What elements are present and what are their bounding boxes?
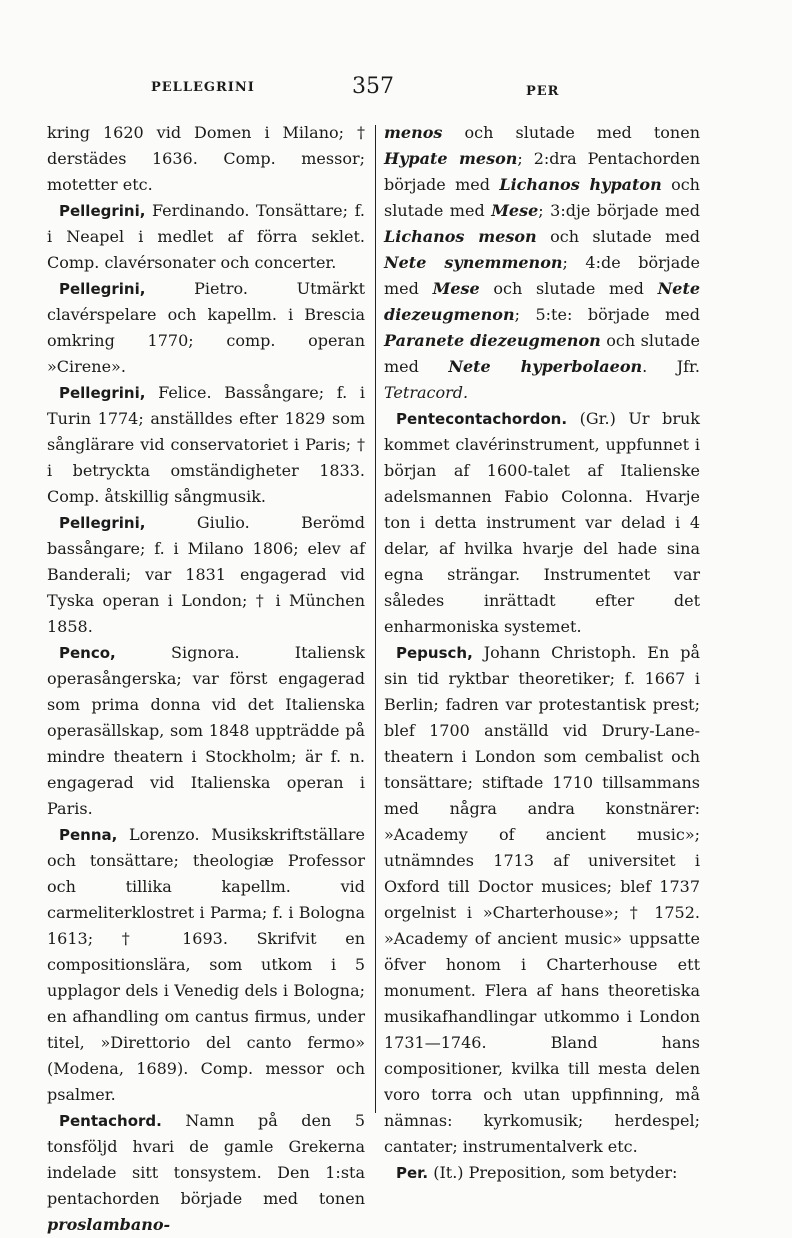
entry-headword: Pentachord. <box>59 1112 162 1130</box>
entry-pellegrini-ferdinando <box>47 198 365 276</box>
right-column <box>384 120 700 1186</box>
entry-text: Pietro. Utmärkt clavérspelare och kapellm. i Brescia omkring 1770; comp. operan »Cirene». <box>47 279 365 376</box>
entry-text: ; 2:dra Pentachorden började med <box>384 149 701 194</box>
entry-text: ; 4:de började med <box>384 253 700 298</box>
entry-term: Mese <box>491 201 539 220</box>
entry-text: och slutade med <box>384 331 700 376</box>
entry-text: kring 1620 vid Domen i Milano; † derstädes 1636. Comp. messor; motetter etc. <box>47 123 365 194</box>
entry-headword: Pellegrini, <box>59 384 146 402</box>
entry-text: Signora. Italiensk operasångerska; var först engagerad som prima donna vid det Italienska operasällskap, som 1848 uppträdde på mindre theatern i Stockholm; är f. n. engagerad vid Italienska operan i Paris. <box>47 643 365 818</box>
entry-headword: Pellegrini, <box>59 514 146 532</box>
entry-text: och slutade med <box>384 175 700 220</box>
entry-term: Paranete diezeugmenon <box>384 331 601 350</box>
entry-headword: Per. <box>396 1164 429 1182</box>
entry-term: Lichanos hypaton <box>499 175 662 194</box>
entry-text: . Jfr. <box>642 357 700 376</box>
entry-pentachord <box>47 1108 365 1238</box>
entry-penna <box>47 822 365 1108</box>
entry-text: ; 5:te: började med <box>514 305 700 324</box>
entry-text: och slutade med <box>536 227 701 246</box>
running-head-right: PER <box>526 84 560 99</box>
entry-text: Felice. Bassångare; f. i Turin 1774; anställdes efter 1829 som sånglärare vid conservatoriet i Paris; † i betryckta omständigheter 1833. Comp. åtskillig sångmusik. <box>47 383 365 506</box>
entry-pellegrini-giulio <box>47 510 365 640</box>
running-head-left: PELLEGRINI <box>151 80 255 95</box>
page-number: 357 <box>352 74 394 99</box>
entry-pepusch <box>384 640 700 1160</box>
entry-headword: Pellegrini, <box>59 280 146 298</box>
entry-text: ; 3:dje började med <box>538 201 700 220</box>
entry-text: Ferdinando. Tonsättare; f. i Neapel i medlet af förra seklet. Comp. clavérsonater och concerter. <box>47 201 365 272</box>
entry-continuation <box>47 120 365 198</box>
entry-term: Nete synemmenon <box>384 253 563 272</box>
entry-term: Nete hyperbolaeon <box>448 357 643 376</box>
entry-headword: Penna, <box>59 826 118 844</box>
page-header <box>0 74 792 104</box>
entry-text: Johann Christoph. En på sin tid ryktbar theoretiker; f. 1667 i Berlin; fadren var protestantisk prest; blef 1700 anställd vid Drury-Lane-theatern i London som cembalist och tonsättare; stiftade 1710 tillsammans med några andra konstnärer: »Academy of ancient music»; utnämndes 1713 af universitet i Oxford till Doctor musices; blef 1737 orgelnist i »Charterhouse»; † 1752. »Academy of ancient music» uppsatte öfver honom i Charterhouse ett monument. Flera af hans theoretiska musikafhandlingar utkommo i London 1731—1746. Bland hans compositioner, kvilka till mesta delen voro torra och utan uppfinning, må nämnas: kyrkomusik; herdespel; cantater; instrumentalverk etc. <box>384 643 700 1156</box>
entry-text: Giulio. Berömd bassångare; f. i Milano 1806; elev af Banderali; var 1831 engagerad vid Tyska operan i London; † i München 1858. <box>47 513 365 636</box>
entry-headword: Penco, <box>59 644 116 662</box>
entry-text: (It.) Preposition, som betyder: <box>428 1163 678 1182</box>
text-columns <box>0 120 792 1234</box>
entry-text: Namn på den 5 tonsföljd hvari de gamle Grekerna indelade sitt tonsystem. Den 1:sta pentachorden började med tonen <box>47 1111 365 1208</box>
left-column <box>47 120 365 1238</box>
entry-term: Hypate meson <box>384 149 518 168</box>
entry-pellegrini-pietro <box>47 276 365 380</box>
entry-text: (Gr.) Ur bruk kommet clavérinstrument, uppfunnet i början af 1600-talet af Italienske adelsmannen Fabio Colonna. Hvarje ton i detta instrument var delad i 4 delar, af hvilka hvarje del hade sina egna strängar. Instrumentet var således inrättadt efter det enharmoniska systemet. <box>384 409 700 636</box>
entry-headword: Pellegrini, <box>59 202 146 220</box>
entry-term: Mese <box>432 279 480 298</box>
entry-term: proslambano- <box>47 1215 171 1234</box>
entry-pentecontachordon <box>384 406 700 640</box>
entry-text: och slutade med <box>479 279 658 298</box>
entry-text: Lorenzo. Musikskriftställare och tonsättare; theologiæ Professor och tillika kapellm. vid carmeliterklostret i Parma; f. i Bologna 1613; † 1693. Skrifvit en compositionslära, som utkom i 5 upplagor dels i Venedig dels i Bologna; en afhandling om cantus firmus, under titel, »Direttorio del canto fermo» (Modena, 1689). Comp. messor och psalmer. <box>47 825 365 1104</box>
entry-headword: Pentecontachordon. <box>396 410 568 428</box>
cross-reference: Tetracord. <box>384 383 469 402</box>
entry-term: Nete diezeugmenon <box>384 279 701 324</box>
entry-pellegrini-felice <box>47 380 365 510</box>
entry-penco <box>47 640 365 822</box>
entry-term: menos <box>384 123 443 142</box>
entry-per <box>384 1160 700 1186</box>
entry-headword: Pepusch, <box>396 644 473 662</box>
entry-text: och slutade med tonen <box>442 123 700 142</box>
entry-term: Lichanos meson <box>384 227 537 246</box>
entry-continuation <box>384 120 700 406</box>
